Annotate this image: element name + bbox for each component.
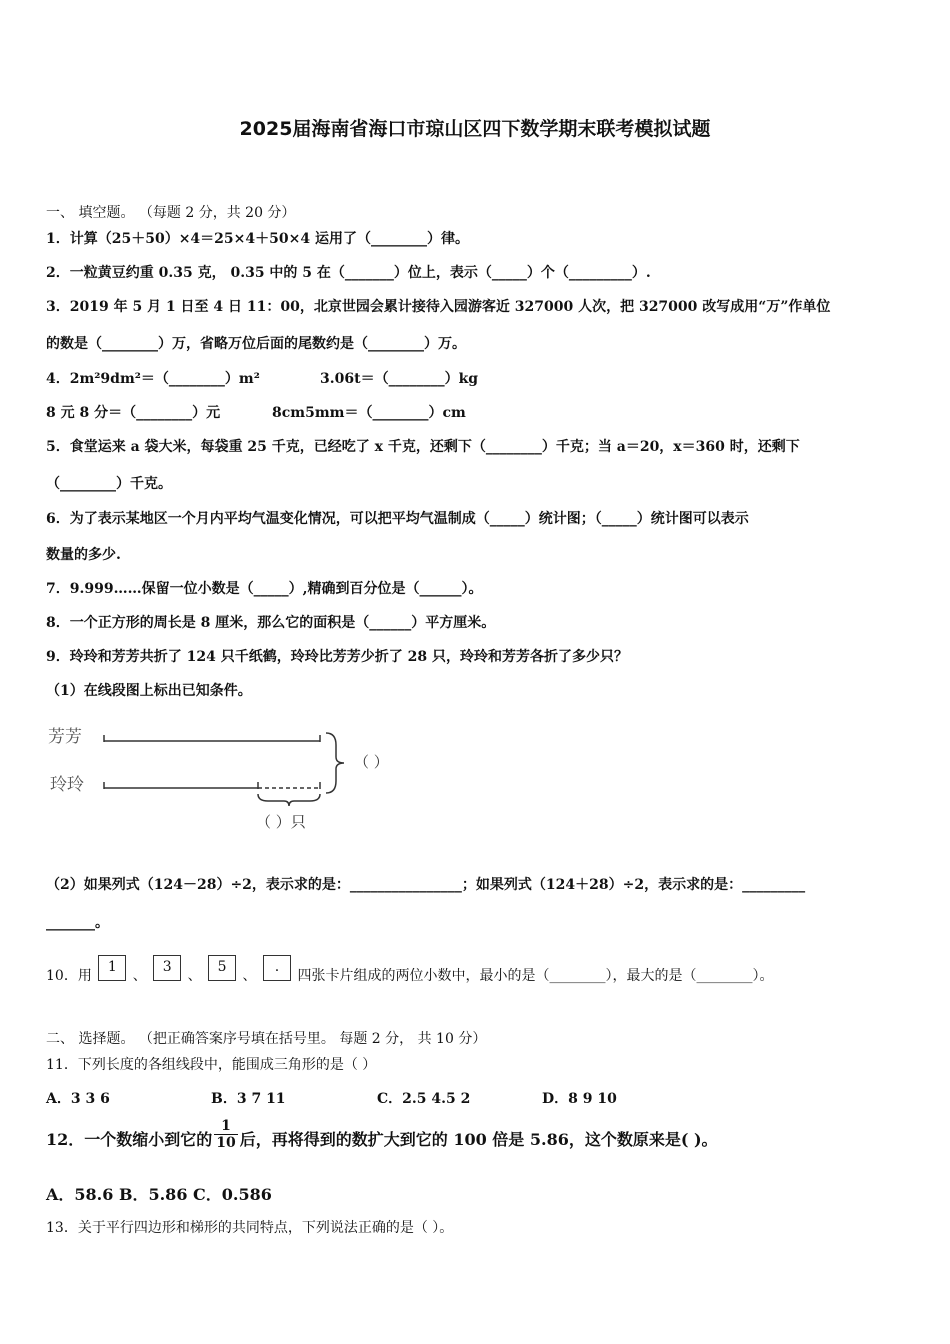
question-6-line-2: 数量的多少. [46, 547, 121, 563]
question-9-part-1: （1）在线段图上标出已知条件。 [46, 683, 252, 699]
question-3-line-2: 的数是（________）万，省略万位后面的尾数约是（________）万。 [46, 336, 466, 352]
question-10 [46, 959, 774, 989]
right-brace [326, 733, 344, 793]
question-12 [46, 1118, 718, 1157]
question-4-part-1: 4．2m²9dm²＝（________）m² [46, 371, 260, 387]
decimal-point-card: . [263, 955, 291, 981]
question-10-prefix: 10．用 [46, 968, 92, 984]
q11-option-d: D．8 9 10 [542, 1091, 617, 1107]
diagram-label-lingling: 玲玲 [50, 775, 84, 795]
question-13: 13．关于平行四边形和梯形的共同特点，下列说法正确的是（ ）。 [46, 1220, 454, 1236]
bottom-label: （ ）只 [256, 813, 306, 831]
question-5-line-1: 5．食堂运来 a 袋大米，每袋重 25 千克，已经吃了 x 千克，还剩下（________）千克；当 a＝20，x＝360 时，还剩下 [46, 439, 800, 455]
q11-option-b: B．3 7 11 [211, 1091, 286, 1107]
question-4-part-3: 8 元 8 分＝（________）元 [46, 405, 221, 421]
bottom-brace [258, 794, 320, 806]
question-12-suffix: 后，再将得到的数扩大到它的 100 倍是 5.86，这个数原来是( )。 [239, 1130, 718, 1149]
question-9-part-2-line-1: （2）如果列式（124－28）÷2，表示求的是：________________；如果列式（124＋28）÷2，表示求的是：_________ [46, 877, 806, 893]
q11-option-c: C．2.5 4.5 2 [377, 1091, 471, 1107]
question-3-line-1: 3．2019 年 5 月 1 日至 4 日 11：00，北京世园会累计接待入园游客近 327000 人次，把 327000 改写成用“万”作单位 [46, 299, 831, 315]
question-4-part-4: 8cm5mm＝（________）cm [272, 405, 466, 421]
fangfang-segment [104, 735, 320, 742]
question-9: 9．玲玲和芳芳共折了 124 只千纸鹤，玲玲比芳芳少折了 28 只，玲玲和芳芳各折了多少只？ [46, 649, 628, 665]
section-heading-multiple-choice: 二、 选择题。 （把正确答案序号填在括号里。 每题 2 分， 共 10 分） [46, 1031, 487, 1047]
question-1: 1．计算（25＋50）×4＝25×4＋50×4 运用了（________）律。 [46, 231, 469, 247]
number-card: 3 [153, 955, 181, 981]
question-4-part-2: 3.06t＝（________）kg [320, 371, 479, 387]
number-card: 5 [208, 955, 236, 981]
number-card: 1 [98, 955, 126, 981]
section-heading-fill-blank: 一、 填空题。 （每题 2 分，共 20 分） [46, 205, 296, 221]
lingling-segment [104, 782, 320, 789]
question-7: 7．9.999……保留一位小数是（_____）,精确到百分位是（______）。 [46, 581, 483, 597]
question-9-part-2-line-2: _______。 [46, 915, 109, 931]
question-2: 2．一粒黄豆约重 0.35 克， 0.35 中的 5 在（_______）位上，表示（_____）个（_________）. [46, 265, 651, 281]
brace-label: （ ） [354, 753, 389, 771]
question-10-suffix: 四张卡片组成的两位小数中，最小的是（________），最大的是（________）。 [297, 968, 774, 984]
question-8: 8．一个正方形的周长是 8 厘米，那么它的面积是（______）平方厘米。 [46, 615, 496, 631]
separator: 、 [242, 968, 257, 984]
line-segment-diagram [46, 715, 446, 840]
question-11: 11．下列长度的各组线段中，能围成三角形的是（ ） [46, 1057, 377, 1073]
page-title: 2025届海南省海口市琼山区四下数学期末联考模拟试题 [239, 118, 711, 140]
q12-options: A．58.6 B．5.86 C．0.586 [46, 1185, 272, 1204]
q11-option-a: A．3 3 6 [46, 1091, 110, 1107]
diagram-label-fangfang: 芳芳 [48, 727, 82, 747]
question-5-line-2: （________）千克。 [46, 476, 172, 492]
fraction-one-tenth: $\frac{1}{10}$ [216, 1118, 236, 1151]
separator: 、 [132, 968, 147, 984]
question-12-prefix: 12．一个数缩小到它的 [46, 1130, 213, 1149]
separator: 、 [187, 968, 202, 984]
question-6-line-1: 6．为了表示某地区一个月内平均气温变化情况，可以把平均气温制成（_____）统计图；（_____）统计图可以表示 [46, 511, 749, 527]
